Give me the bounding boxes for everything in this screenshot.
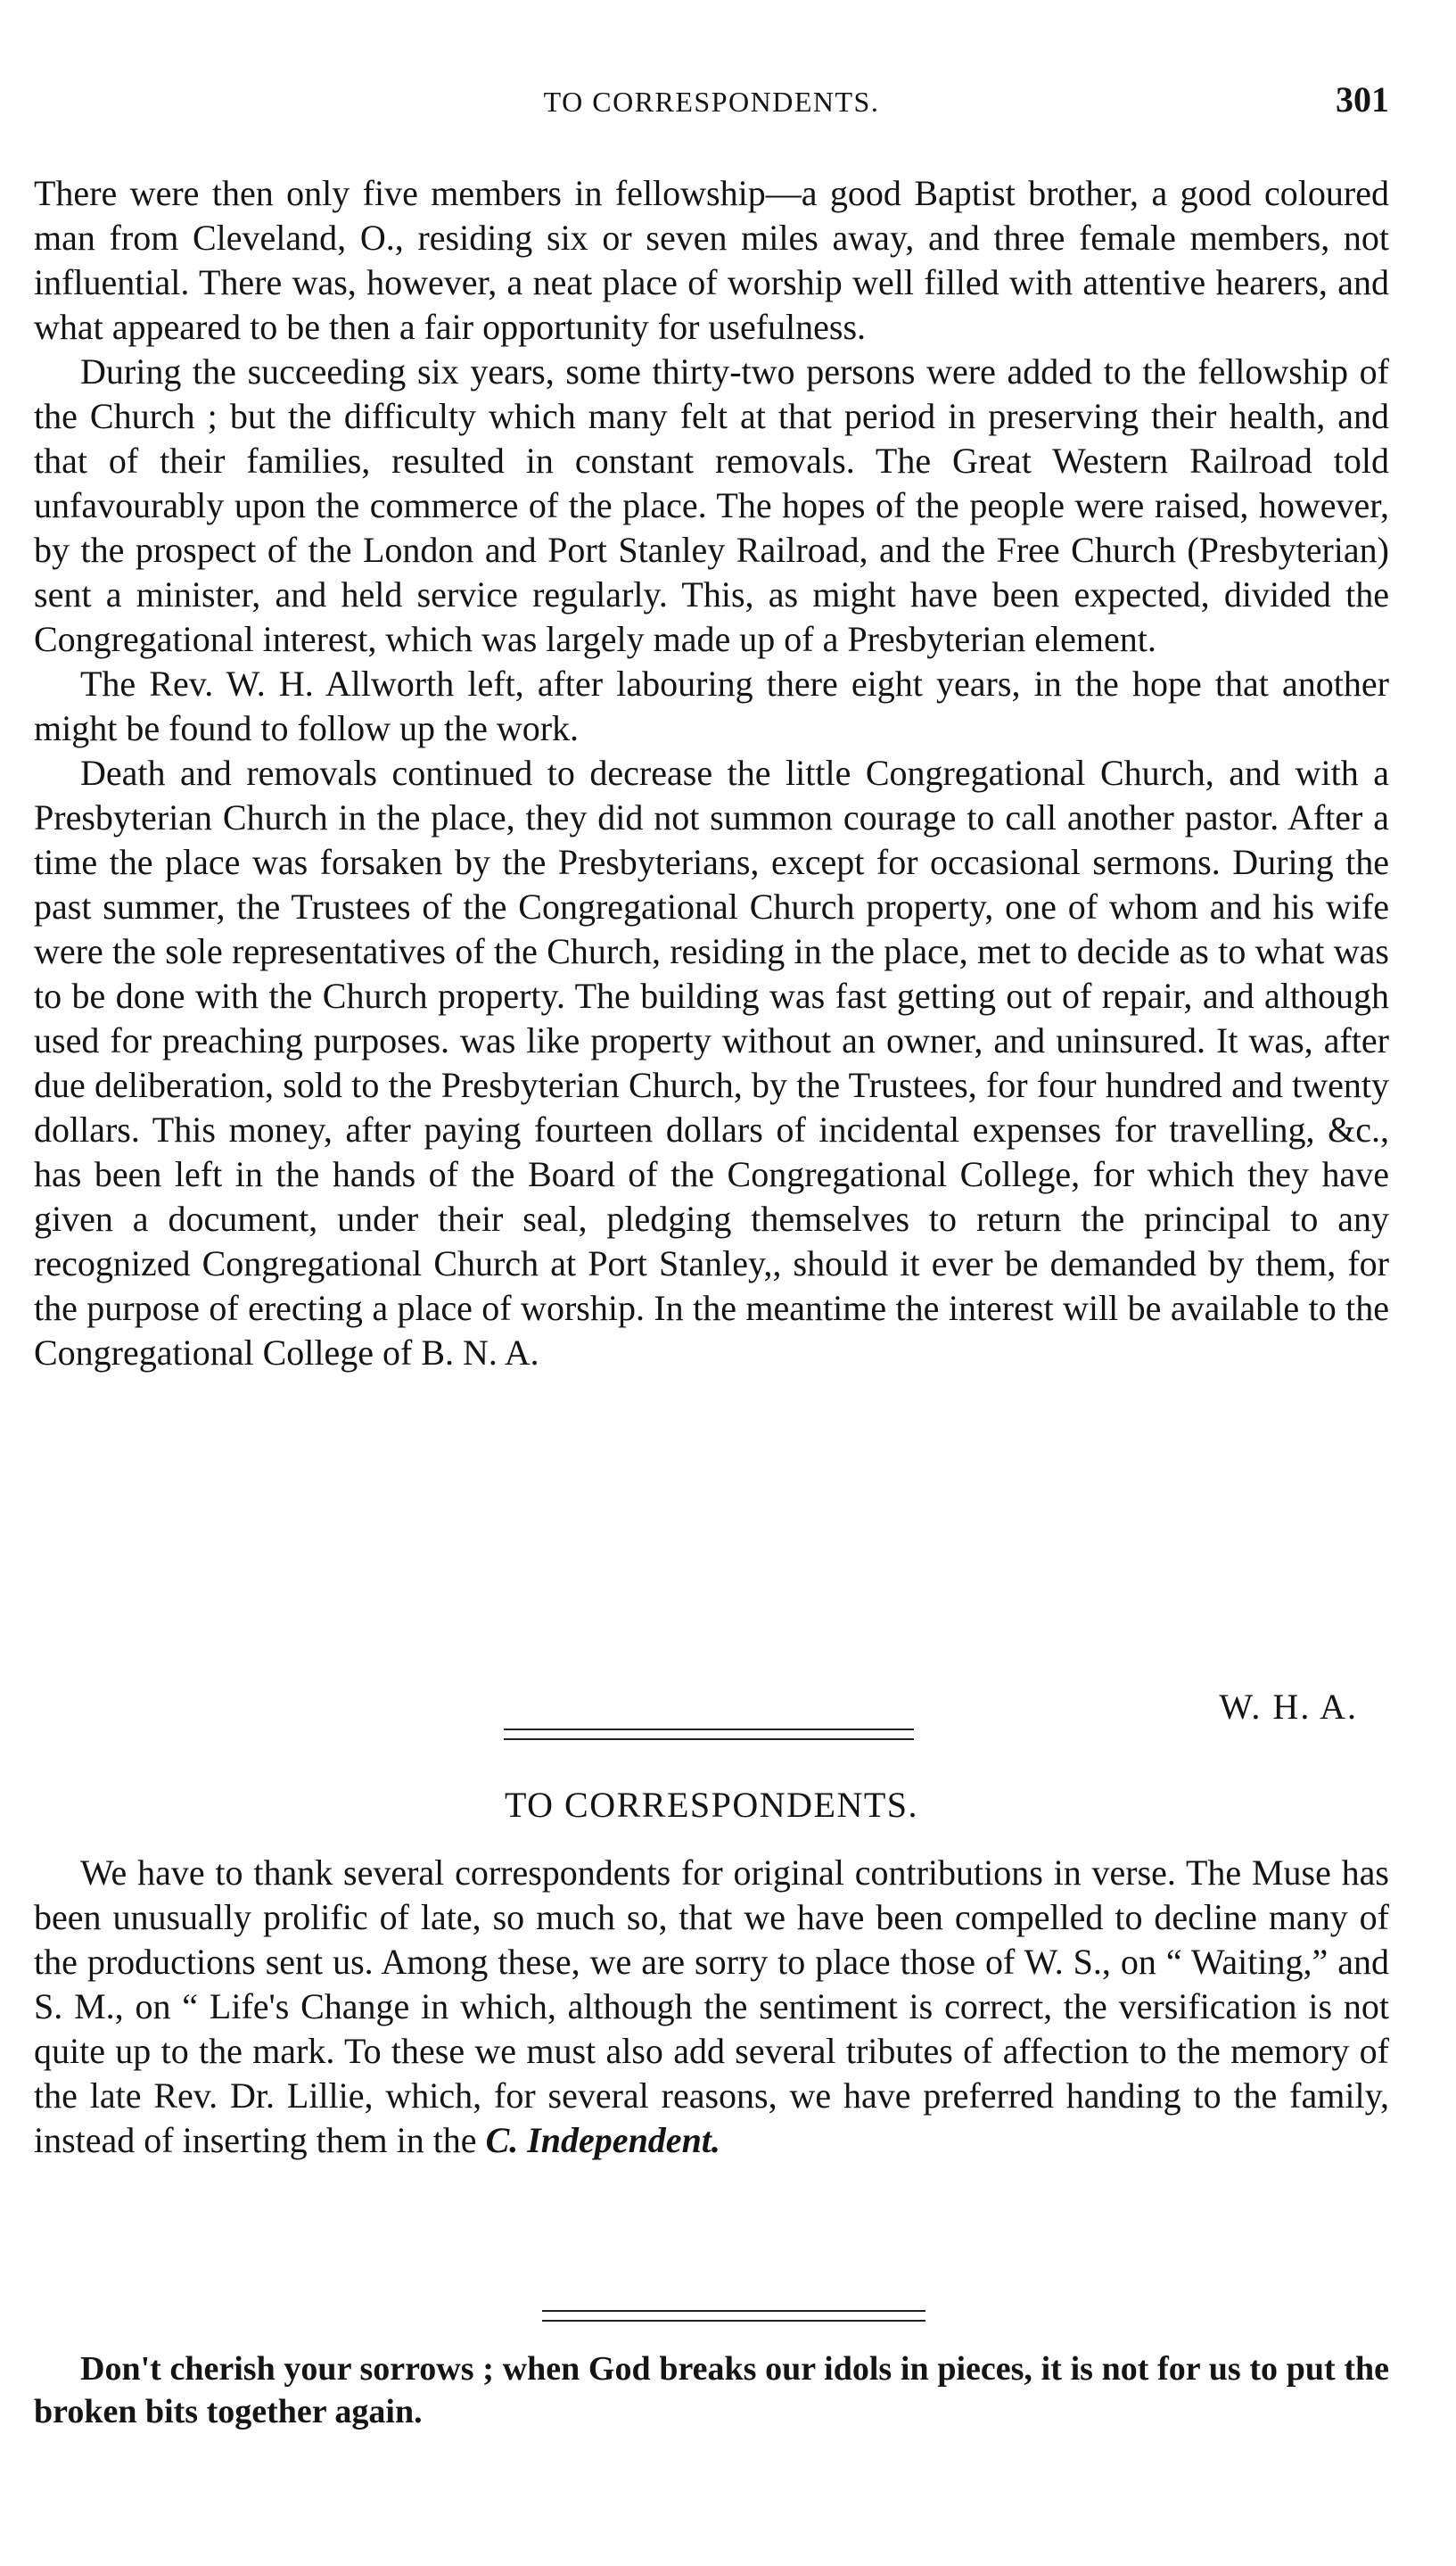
article-body [34, 171, 1389, 1375]
section-divider [542, 2310, 925, 2322]
publication-title: C. Independent. [485, 2120, 720, 2160]
correspondents-text: We have to thank several correspondents for original contributions in verse. The Muse has been unusually prolific of late, so much so, that we have been compelled to decline many of the productions sent us. Among these, we are sorry to place those of W. S., on “ Waiting,” and S. M., on “ Life's Change in which, although the sentiment is correct, the versification is not quite up to the mark. To these we must also add several tributes of affection to the memory of the late Rev. Dr. Lillie, which, for several reasons, we have preferred handing to the family, instead of inserting them in the [34, 1852, 1389, 2160]
correspondents-notice [34, 1851, 1389, 2163]
correspondents-paragraph [34, 1851, 1389, 2163]
section-divider [504, 1729, 914, 1740]
page-number: 301 [1336, 79, 1389, 120]
running-title: TO CORRESPONDENTS. [543, 86, 880, 118]
author-signature: W. H. A. [1219, 1687, 1358, 1727]
article-paragraph: Death and removals continued to decrease the little Congregational Church, and with a Presbyterian Church in the place, they did not summon courage to call another pastor. After a time the place was forsaken by the Presbyterians, except for occasional sermons. During the past summer, the Trustees of the Congregational Church property, one of whom and his wife were the sole representatives of the Church, residing in the place, met to decide as to what was to be done with the Church property. The building was fast getting out of repair, and although used for preaching purposes. was like property without an owner, and uninsured. It was, after due deliberation, sold to the Presbyterian Church, by the Trustees, for four hundred and twenty dollars. This money, after paying fourteen dollars of incidental expenses for travelling, &c., has been left in the hands of the Board of the Congregational College, for which they have given a document, under their seal, pledging themselves to return the principal to any recognized Congregational Church at Port Stanley,, should it ever be demanded by them, for the purpose of erecting a place of worship. In the meantime the interest will be available to the Congregational College of B. N. A. [34, 753, 1389, 1373]
article-paragraph: There were then only five members in fellowship—a good Baptist brother, a good coloured man from Cleveland, O., residing six or seven miles away, and three female members, not influential. There was, however, a neat place of worship well filled with attentive hearers, and what appeared to be then a fair opportunity for usefulness. [34, 173, 1389, 347]
maxim-text: Don't cherish your sorrows ; when God breaks our idols in pieces, it is not for us to put the broken bits together again. [34, 2350, 1389, 2430]
running-head [34, 78, 1389, 123]
article-paragraph: During the succeeding six years, some thirty-two persons were added to the fellowship of the Church ; but the difficulty which many felt at that period in preserving their health, and that of their families, resulted in constant removals. The Great Western Railroad told unfavourably upon the commerce of the place. The hopes of the people were raised, however, by the prospect of the London and Port Stanley Railroad, and the Free Church (Presbyterian) sent a minister, and held service regularly. This, as might have been expected, divided the Congregational interest, which was largely made up of a Presbyterian element. [34, 351, 1389, 659]
section-heading: TO CORRESPONDENTS. [504, 1785, 919, 1825]
article-paragraph: The Rev. W. H. Allworth left, after labouring there eight years, in the hope that another might be found to follow up the work. [34, 664, 1389, 748]
maxim-block [34, 2347, 1389, 2433]
